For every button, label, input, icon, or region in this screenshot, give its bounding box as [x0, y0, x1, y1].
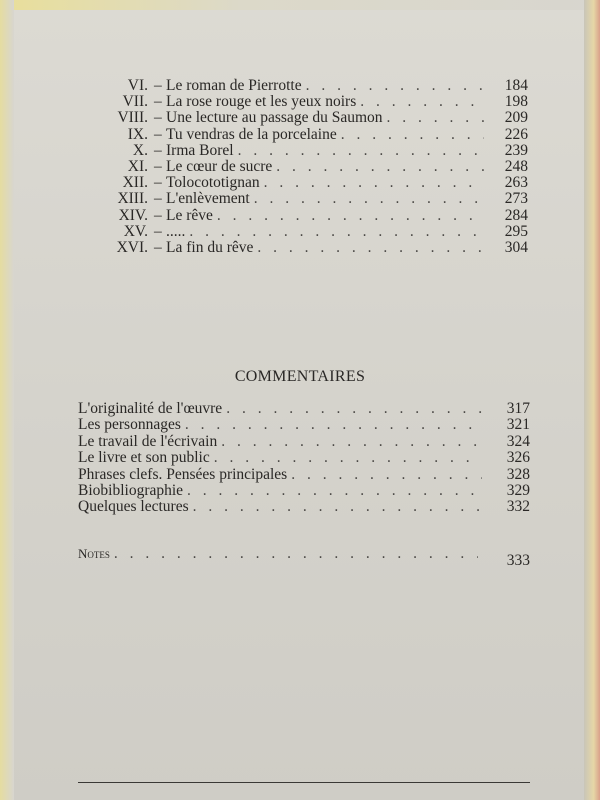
chapter-dash: – [154, 222, 162, 240]
commentaires-heading: COMMENTAIRES [234, 368, 366, 385]
chapter-dash: – [154, 93, 162, 111]
chapter-title: Le roman de Pierrotte [166, 78, 302, 94]
leader-dots [387, 110, 484, 126]
chapter-dash: – [154, 206, 162, 224]
chapter-entry [0, 127, 600, 143]
leader-dots [306, 78, 484, 94]
leader-dots [291, 467, 482, 483]
chapter-numeral: XV. [123, 222, 148, 240]
commentaire-entry [78, 434, 530, 450]
commentaire-title: Le travail de l'écrivain [78, 433, 218, 450]
chapter-title: Tu vendras de la porcelaine [166, 126, 337, 143]
commentaire-title: L'originalité de l'œuvre [78, 401, 223, 417]
chapter-title: Une lecture au passage du Saumon [166, 110, 383, 127]
chapter-entry [0, 191, 600, 207]
commentaire-page: 329 [506, 482, 530, 499]
chapter-entry [0, 175, 600, 191]
notes-entry [78, 546, 530, 569]
chapter-page: 226 [504, 125, 528, 143]
chapter-page: 284 [504, 206, 528, 224]
chapter-page: 248 [504, 158, 528, 175]
commentaire-page: 326 [506, 449, 530, 467]
chapter-entry [0, 94, 600, 110]
leader-dots [214, 450, 482, 466]
leader-dots [185, 417, 482, 433]
commentaire-entry [78, 499, 530, 515]
chapter-numeral: X. [132, 141, 148, 159]
leader-dots [193, 499, 482, 515]
chapter-dash: – [154, 125, 162, 143]
commentaire-title: Biobibliographie [78, 483, 184, 499]
commentaire-entry [78, 417, 530, 433]
leader-dots [238, 143, 484, 159]
commentaire-entry [78, 467, 530, 483]
commentaire-page: 332 [506, 498, 530, 516]
commentaire-title: Le livre et son public [78, 450, 210, 467]
leader-dots [276, 159, 484, 175]
commentaire-page: 324 [506, 432, 530, 450]
chapter-numeral: IX. [127, 125, 148, 143]
commentaire-title: Phrases clefs. Pensées principales [78, 466, 288, 483]
leader-dots [264, 175, 484, 191]
chapter-title: La rose rouge et les yeux noirs [166, 94, 357, 111]
chapter-page: 239 [504, 141, 528, 159]
chapter-dash: – [154, 141, 162, 159]
chapter-numeral: XVI. [116, 239, 148, 256]
commentaire-page: 317 [506, 400, 530, 417]
leader-dots [341, 127, 484, 143]
leader-dots [189, 224, 484, 240]
chapter-page: 295 [504, 222, 528, 240]
chapter-entry [0, 240, 600, 256]
chapter-entry [0, 159, 600, 175]
commentaire-title: Quelques lectures [78, 499, 189, 516]
commentaire-entry [78, 401, 530, 417]
chapter-dash: – [154, 109, 162, 127]
chapter-numeral: XI. [127, 158, 148, 175]
leader-dots [221, 434, 482, 450]
chapter-numeral: VI. [127, 77, 148, 94]
notes-title: Notes [78, 546, 110, 561]
chapter-dash: – [154, 190, 162, 208]
notes-page: 333 [506, 552, 530, 569]
chapter-title: L'enlèvement [166, 191, 250, 208]
footer-rule [78, 782, 530, 783]
chapter-numeral: VIII. [117, 109, 148, 127]
chapter-entry [0, 224, 600, 240]
chapter-title: Le cœur de sucre [166, 159, 273, 175]
commentaire-page: 321 [506, 416, 530, 434]
chapter-entry [0, 110, 600, 126]
chapter-page: 209 [504, 109, 528, 127]
chapter-numeral: VII. [122, 93, 148, 111]
leader-dots [217, 208, 484, 224]
commentaire-entry [78, 450, 530, 466]
commentaire-entry [78, 483, 530, 499]
chapter-page: 198 [504, 93, 528, 111]
leader-dots [254, 191, 484, 207]
chapter-title: Le rêve [166, 207, 213, 224]
chapter-page: 263 [504, 174, 528, 192]
chapter-page: 273 [504, 190, 528, 208]
leader-dots [187, 483, 482, 499]
leader-dots [226, 401, 482, 417]
leader-dots [257, 240, 484, 256]
chapter-numeral: XIV. [118, 206, 148, 224]
chapter-title: ..... [166, 223, 186, 240]
chapter-numeral: XIII. [117, 190, 148, 208]
commentaire-title: Les personnages [78, 417, 181, 434]
chapter-numeral: XII. [122, 174, 148, 192]
chapter-page: 184 [504, 77, 528, 94]
chapter-dash: – [154, 174, 162, 192]
chapter-title: Tolocototignan [166, 175, 260, 192]
chapter-dash: – [154, 77, 162, 94]
chapter-dash: – [154, 239, 162, 256]
chapter-dash: – [154, 158, 162, 175]
chapter-entry [0, 143, 600, 159]
leader-dots [360, 94, 484, 110]
leader-dots [114, 546, 478, 562]
chapter-title: La fin du rêve [166, 240, 254, 256]
page-edge-top [0, 0, 600, 10]
chapter-page: 304 [504, 239, 528, 256]
chapter-entry [0, 208, 600, 224]
chapter-title: Irma Borel [166, 142, 234, 159]
chapter-entry [0, 78, 600, 94]
commentaire-page: 328 [506, 465, 530, 483]
